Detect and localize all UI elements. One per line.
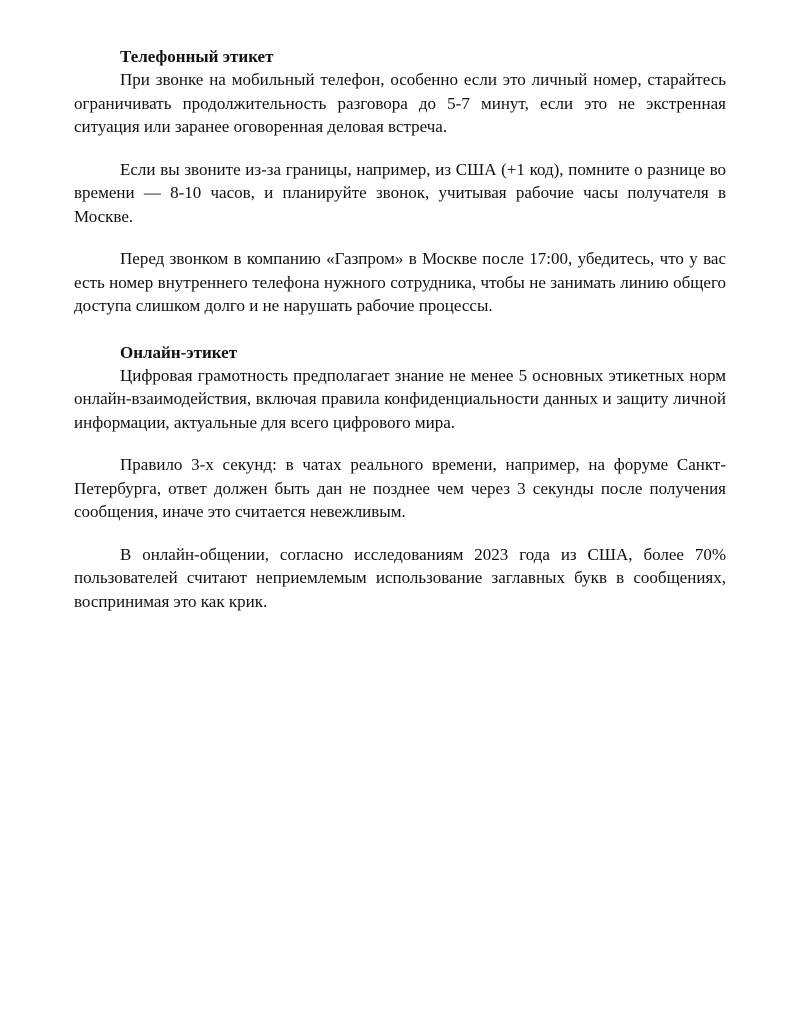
- section-heading: Онлайн-этикет: [120, 342, 238, 362]
- section-heading: Телефонный этикет: [120, 47, 274, 66]
- paragraph: В онлайн-общении, согласно исследованиям 2023 года из США, более 70% пользователей считают неприемлемым использование заглавных букв в сообщениях, воспринимая это как крик.: [74, 544, 726, 611]
- paragraph: Перед звонком в компанию «Газпром» в Москве после 17:00, убедитесь, что у вас есть номер внутреннего телефона нужного сотрудника, чтобы не занимать линию общего доступа слишком долго и не нарушать рабочие процессы.: [74, 249, 726, 315]
- document-page: [74, 46, 726, 613]
- paragraph: Если вы звоните из-за границы, например, из США (+1 код), помните о разнице во времени — 8-10 часов, и планируйте звонок, учитывая рабочие часы получателя в Москве.: [74, 159, 726, 226]
- paragraph: При звонке на мобильный телефон, особенно если это личный номер, старайтесь ограничивать продолжительность разговора до 5-7 минут, если это не экстренная ситуация или заранее оговоренная деловая встреча.: [74, 70, 726, 136]
- paragraph: Правило 3-х секунд: в чатах реального времени, например, на форуме Санкт-Петербурга, ответ должен быть дан не позднее чем через 3 секунды после получения сообщения, иначе это считается невежливым.: [74, 455, 726, 521]
- section-phone-etiquette: [74, 46, 726, 318]
- section-online-etiquette: [74, 342, 726, 614]
- paragraph: Цифровая грамотность предполагает знание не менее 5 основных этикетных норм онлайн-взаимодействия, включая правила конфиденциальности данных и защиту личной информации, актуальные для всего цифрового мира.: [74, 365, 726, 432]
